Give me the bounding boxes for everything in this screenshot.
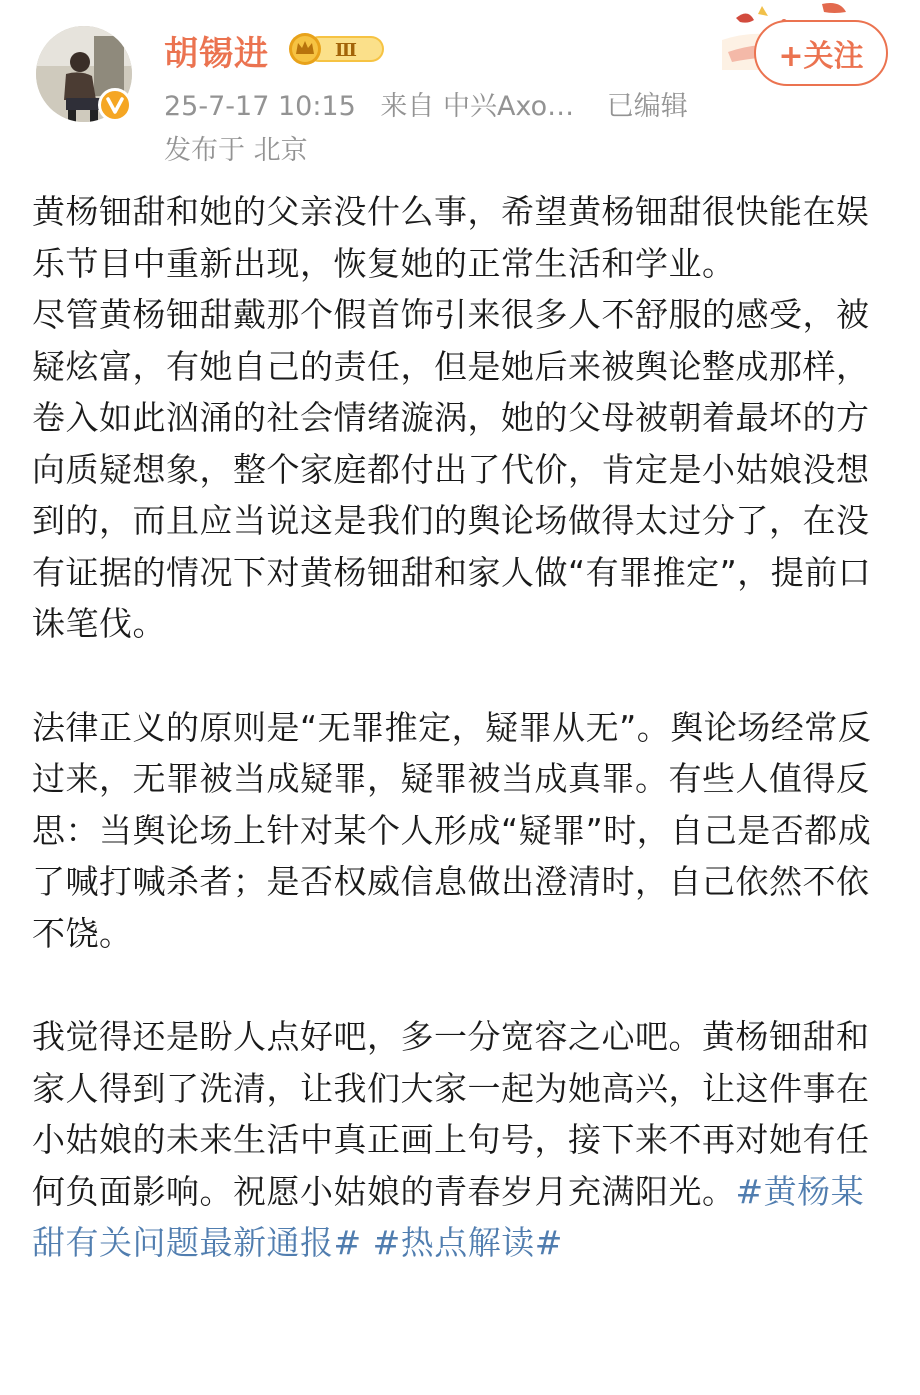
crown-level-icon: [288, 32, 386, 66]
author-name[interactable]: 胡锡进: [164, 34, 269, 74]
post-header: [0, 0, 920, 180]
verified-v-icon: [105, 95, 125, 115]
paragraph-gap: [32, 959, 890, 1011]
paragraph-gap: [32, 650, 890, 702]
paragraph-4: [32, 1011, 890, 1269]
edited-label[interactable]: 已编辑: [606, 91, 688, 122]
hashtag-link[interactable]: #黄杨某甜有关问题最新通报#: [32, 1171, 865, 1262]
post-content: [32, 186, 890, 1269]
post-source: 来自 中兴Axo…: [380, 91, 575, 122]
paragraph-2: 尽管黄杨钿甜戴那个假首饰引来很多人不舒服的感受，被疑炫富，有她自己的责任，但是她后来被舆论整成那样，卷入如此汹涌的社会情绪漩涡，她的父母被朝着最坏的方向质疑想象，整个家庭都付出了代价，肯定是小姑娘没想到的，而且应当说这是我们的舆论场做得太过分了，在没有证据的情况下对黄杨钿甜和家人做“有罪推定”，提前口诛笔伐。: [32, 295, 872, 643]
level-badge[interactable]: [288, 32, 386, 66]
paragraph-3: 法律正义的原则是“无罪推定，疑罪从无”。舆论场经常反过来，无罪被当成疑罪，疑罪被当成真罪。有些人值得反思：当舆论场上针对某个人形成“疑罪”时，自己是否都成了喊打喊杀者；是否权威信息做出澄清时，自己依然不依不饶。: [32, 707, 872, 953]
hashtag-link[interactable]: #热点解读#: [372, 1223, 563, 1262]
verified-badge: [98, 88, 132, 122]
post-time: 25-7-17 10:15: [164, 91, 356, 122]
post-meta: [164, 84, 704, 123]
paragraph-1: 黄杨钿甜和她的父亲没什么事，希望黄杨钿甜很快能在娱乐节目中重新出现，恢复她的正常生活和学业。: [32, 192, 870, 283]
paragraph-4-text: 我觉得还是盼人点好吧，多一分宽容之心吧。黄杨钿甜和家人得到了洗清，让我们大家一起为她高兴，让这件事在小姑娘的未来生活中真正画上句号，接下来不再对她有任何负面影响。祝愿小姑娘的青春岁月充满阳光。: [32, 1017, 870, 1211]
level-text: Ⅲ: [335, 40, 357, 61]
post-location: 发布于 北京: [164, 135, 308, 166]
follow-button[interactable]: +关注: [754, 20, 888, 86]
